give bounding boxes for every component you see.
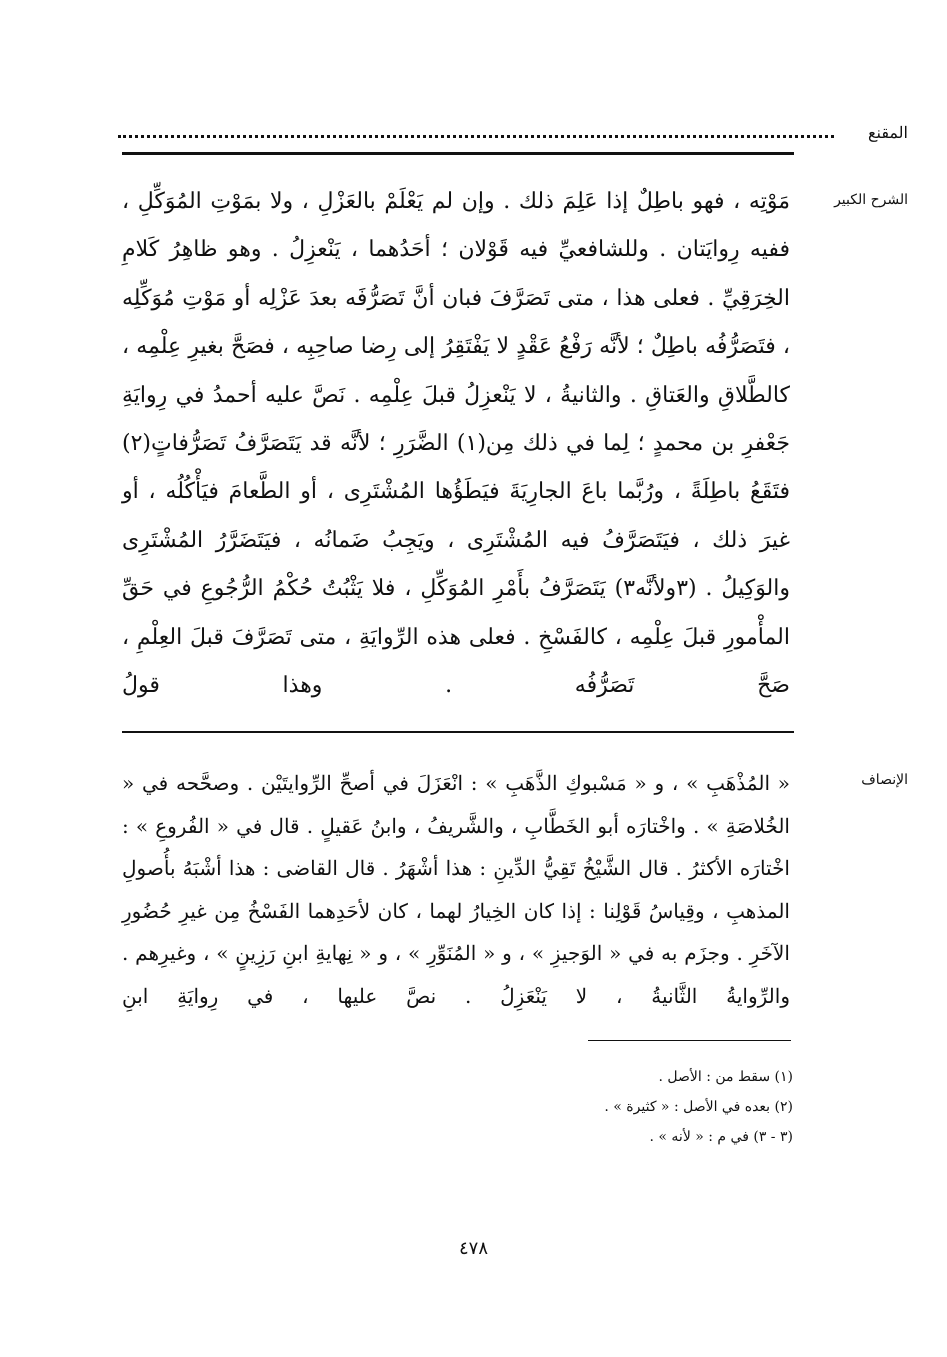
section-label-sharh: الشرح الكبير (834, 192, 908, 208)
running-title: المقنع (867, 123, 908, 142)
insaf-text: « المُذْهَبِ » ، و « مَسْبوكِ الذَّهَبِ » : انْعَزَلَ في أصحِّ الرِّوايتَيْن . وصحَّحه في « الخُلاصَةِ » . واخْتارَه أبو الخَطَّابِ ، والشَّريفُ ، وابنُ عَقيلٍ . قال في « الفُروعِ » : اخْتارَه الأكثرُ . قال الشَّيْخُ تَقِيُّ الدِّينِ : هذا أشْهَرُ . قال القاضى : هذا أشْبَهُ بأُصولِ المذهبِ ، وقِياسُ قَوْلِنا : إذا كان الخِيارُ لهما ، كان لأحَدِهما الفَسْخُ مِن غيرِ حُضُورِ الآخَرِ . وجزَم به في « الوَجيزِ » ، و « المُنَوِّرِ » ، و « نِهايةِ ابنِ رَزِينٍ » ، وغيرِهم . والرِّوايةُ الثَّانيةُ ، لا يَنْعَزِلُ . نصَّ عليها ، في رِوايَةِ ابنِ (122, 771, 790, 1008)
section-divider-rule (122, 731, 794, 733)
running-head (118, 112, 908, 142)
footnote-rule (588, 1040, 791, 1041)
main-commentary-section (118, 178, 908, 718)
footnote-3: (٣ - ٣) في م : « لأنه » . (649, 1129, 793, 1145)
header-rule (122, 152, 794, 155)
main-commentary-body (122, 178, 790, 710)
page-number: ٤٧٨ (458, 1238, 488, 1259)
insaf-body (122, 762, 790, 1018)
footnote-1: (١) سقط من : الأصل . (658, 1069, 793, 1085)
running-head-dotted-line (118, 135, 834, 138)
main-commentary-text: مَوْتِه ، فهو باطِلٌ إذا عَلِمَ ذلك . وإن لم يَعْلَمْ بالعَزْلِ ، ولا بمَوْتِ المُوَكِّلِ ، ففيه رِوايَتان . وللشافعيِّ فيه قَوْلان ؛ أحَدُهما ، يَنْعزِلُ . وهو ظاهِرُ كَلامِ الخِرَقِيِّ . فعلى هذا ، متى تَصَرَّفَ فبان أنَّ تَصَرُّفَه بعدَ عَزْلِه أو مَوْتِ مُوَكِّلِه ، فتَصَرُّفُه باطِلٌ ؛ لأنَّه رَفْعُ عَقْدٍ لا يَفْتَقِرُ إلى رِضا صاحِبِه ، فصَحَّ بغيرِ عِلْمِه ، كالطَّلاقِ والعَتاقِ . والثانيةُ ، لا يَنْعزِلُ قبلَ عِلْمِه . نَصَّ عليه أحمدُ في رِوايَةِ جَعْفرِ بن محمدٍ ؛ لِما في ذلك مِن(١) الضَّرَرِ ؛ لأنَّه قد يَتَصَرَّفُ تَصَرُّفاتٍ(٢) فتَقَعُ باطِلَةً ، ورُبَّما باعَ الجارِيَةَ فيَطَؤُها المُشْتَرِى ، أو الطَّعامَ فيَأْكُلُه ، أو غيرَ ذلك ، فيَتَصَرَّفُ فيه المُشْتَرِى ، ويَجِبُ ضَمانُه ، فيَتَضَرَّرُ المُشْتَرِى والوَكِيلُ . (٣ولأنَّه٣) يَتَصَرَّفُ بأَمْرِ المُوَكِّلِ ، فلا يَثْبُتُ حُكْمُ الرُّجُوعِ في حَقِّ المأْمورِ قبلَ عِلْمِه ، كالفَسْخِ . فعلى هذه الرِّوايَةِ ، متى تَصَرَّفَ قبلَ العِلْمِ ، صَحَّ تَصَرُّفُه . وهذا قولُ (122, 189, 791, 699)
insaf-section (118, 762, 908, 1032)
footnotes (293, 1062, 793, 1152)
footnote-2: (٢) بعده في الأصل : « كثيرة » . (604, 1099, 793, 1115)
section-label-insaf: الإنصاف (861, 772, 908, 788)
